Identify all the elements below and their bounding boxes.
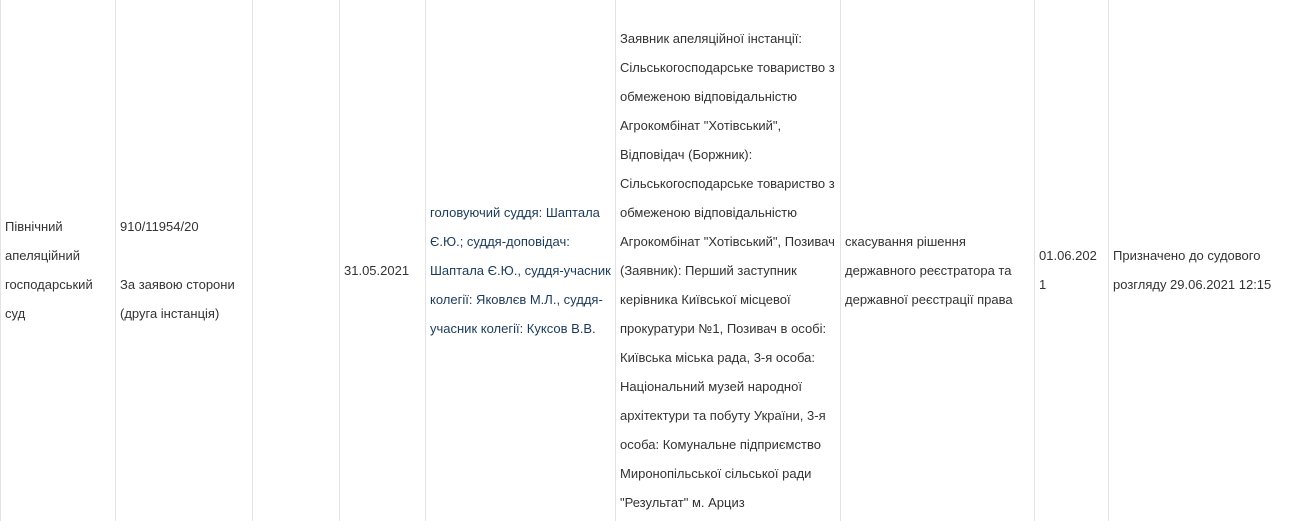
parties-cell [616, 0, 841, 521]
registration-date: 31.05.2021 [344, 262, 410, 278]
court-name: Північний апеляційний господарський суд [5, 219, 93, 321]
proceeding-type: За заявою сторони (друга інстанція) [120, 277, 235, 321]
table-row [1, 0, 1297, 521]
case-subject: скасування рішення державного реєстратора та державної реєстрації права [845, 233, 1013, 307]
status-cell [1109, 0, 1297, 521]
case-parties: Заявник апеляційної інстанції: Сільськогосподарське товариство з обмеженою відповідальністю Агрокомбінат "Хотівський", Відповідач (Боржник): Сільськогосподарське товариство з обмеженою відповідальністю Агрокомбінат "Хотівський", Позивач (Заявник): Перший заступник керівника Київської місцевої прокуратури №1, Позивач в особі: Київська міська рада, 3-я особа: Національний музей народної архітектури та побуту України, 3-я особа: Комунальне підприємство Миронопільської сільської ради "Результат" м. Арциз [620, 30, 835, 510]
judges-cell [426, 0, 616, 521]
registration-date-cell [340, 0, 426, 521]
empty-cell [253, 0, 340, 521]
received-date: 01.06.2021 [1039, 248, 1097, 292]
case-status: Призначено до судового розгляду 29.06.2021 12:15 [1113, 248, 1272, 292]
subject-cell [841, 0, 1035, 521]
case-cell [116, 0, 253, 521]
court-cell [1, 0, 116, 521]
received-date-cell [1035, 0, 1109, 521]
judges-composition: головуючий суддя: Шаптала Є.Ю.; суддя-доповідач: Шаптала Є.Ю., суддя-учасник колегії: Яковлєв М.Л., суддя-учасник колегії: Куксов В.В. [430, 204, 611, 336]
case-number: 910/11954/20 [120, 219, 199, 234]
case-spacer [120, 241, 248, 270]
